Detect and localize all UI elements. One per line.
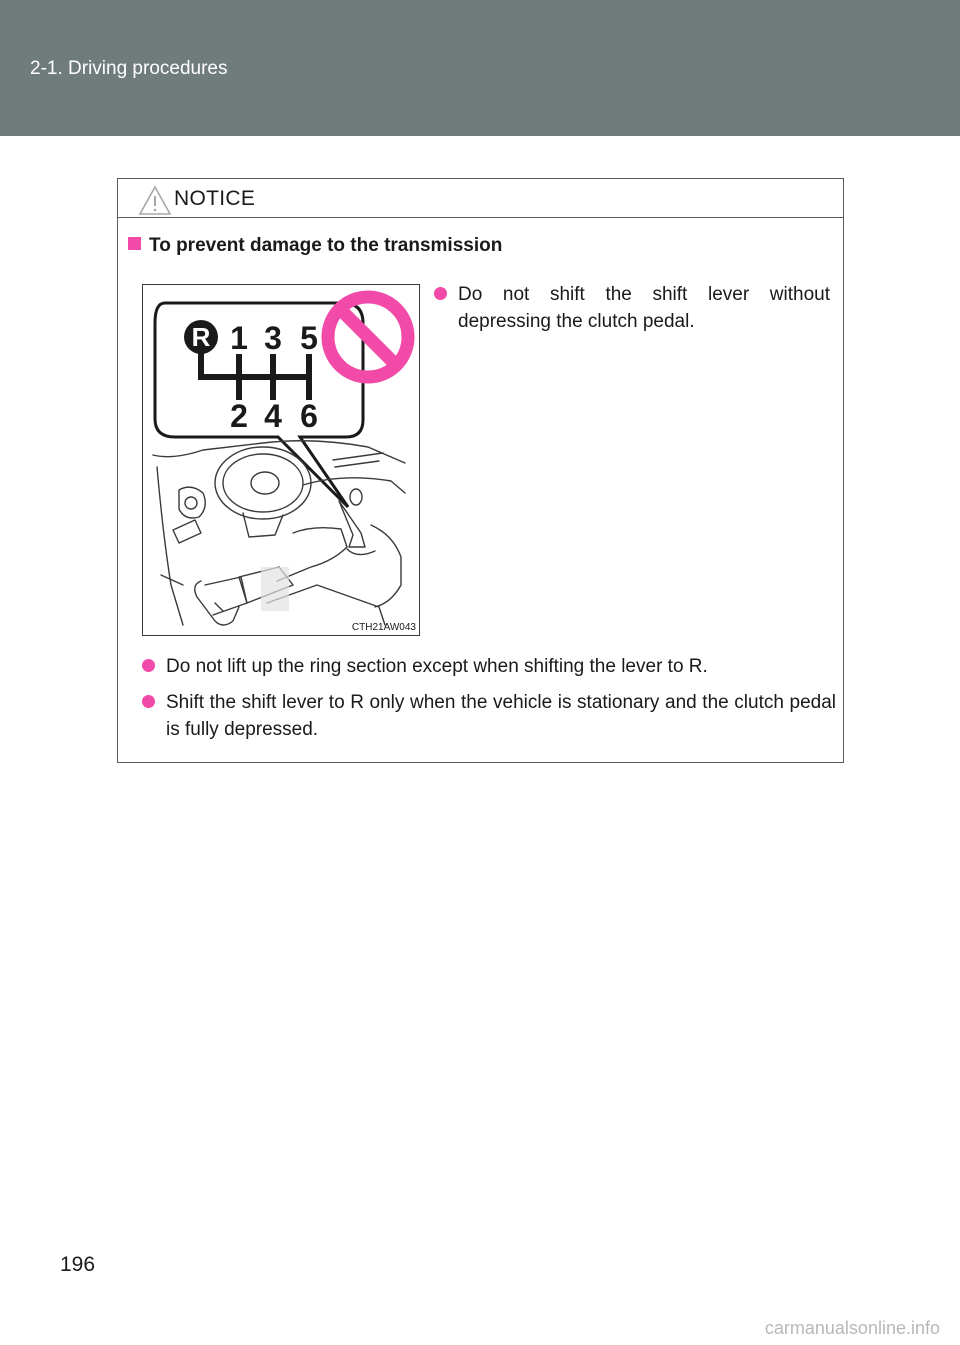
gear-label: 2: [230, 398, 248, 434]
gear-label: R: [191, 322, 211, 352]
page-number: 196: [60, 1253, 96, 1276]
bullet-dot-icon: [434, 287, 447, 300]
list-item-text: Do not shift the shift lever without depressing the clutch pedal.: [458, 284, 830, 332]
warning-triangle-icon: [138, 185, 172, 216]
illustration-drawing: [143, 285, 419, 635]
gear-label: 6: [300, 398, 318, 434]
gear-label: 1: [230, 320, 248, 356]
bullet-dot-icon: [142, 695, 155, 708]
header-title: 2-1. Driving procedures: [30, 58, 228, 79]
list-item-text: Do not lift up the ring section except when shifting the lever to R.: [166, 656, 708, 677]
figure-code: CTH21AW043: [351, 622, 416, 633]
bullet-dot-icon: [142, 659, 155, 672]
gear-label: 3: [264, 320, 282, 356]
notice-label: NOTICE: [174, 187, 256, 210]
list-item-text: Shift the shift lever to R only when the vehicle is stationary and the clutch pedal is fully depressed.: [166, 692, 836, 740]
list-item: [142, 653, 836, 680]
notice-box: [117, 178, 844, 763]
square-bullet-icon: [128, 237, 141, 250]
page-header: [0, 0, 960, 136]
section-title: [128, 235, 502, 257]
list-item: [142, 689, 836, 743]
list-item: [434, 281, 830, 335]
section-title-text: To prevent damage to the transmission: [149, 235, 503, 256]
gear-label: 5: [300, 320, 318, 356]
gear-label: 4: [264, 398, 282, 434]
notice-header: [118, 179, 843, 218]
shift-pattern-illustration: [142, 284, 420, 636]
watermark: carmanualsonline.info: [764, 1318, 940, 1338]
